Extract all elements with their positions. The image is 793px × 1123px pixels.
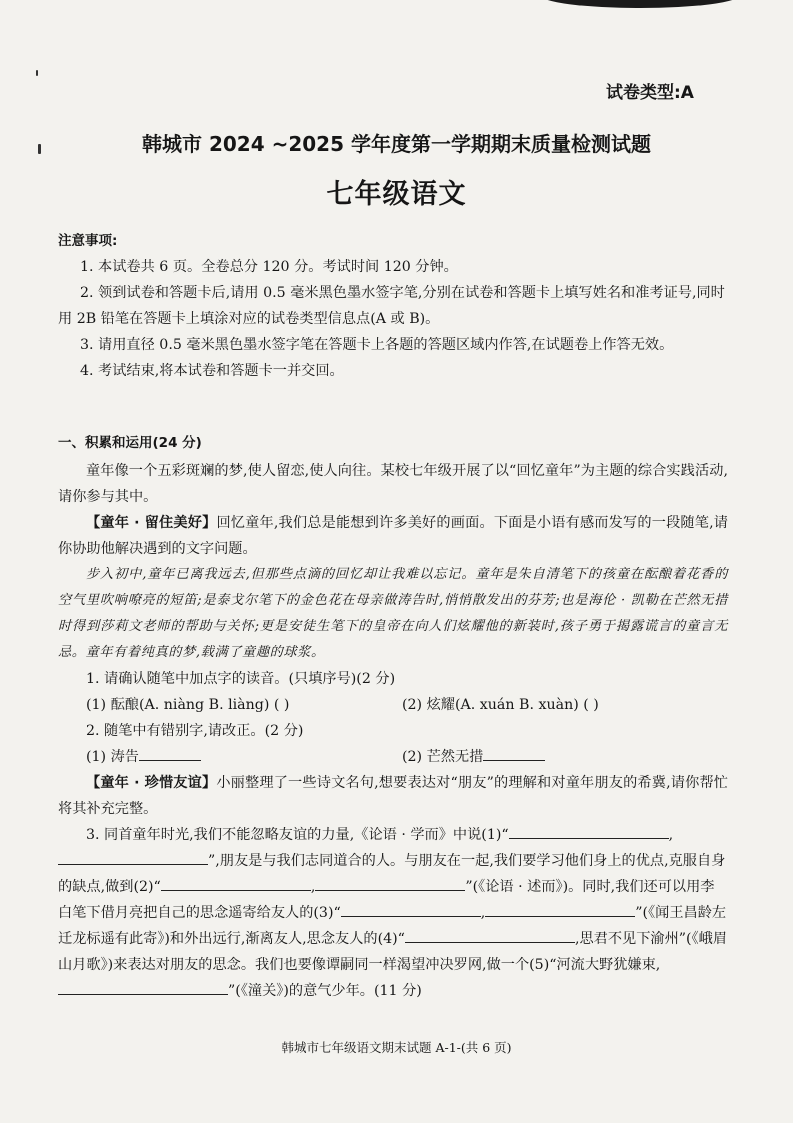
note-item: 2. 领到试卷和答题卡后,请用 0.5 毫米黑色墨水签字笔,分别在试卷和答题卡上填写姓名和准考证号,同时用 2B 铅笔在答题卡上填涂对应的试卷类型信息点(A 或 B)。 bbox=[58, 285, 725, 327]
part2-heading: 【童年 · 珍惜友谊】 bbox=[86, 775, 217, 791]
q2-item-1-text: (1) 涛告 bbox=[86, 749, 139, 765]
q1-option-2: (2) 炫耀(A. xuán B. xuàn) ( ) bbox=[402, 697, 599, 713]
answer-blank[interactable] bbox=[341, 900, 481, 917]
q3-text: ”(《闻王昌龄左迁龙标遥有此寄》)和外出远行,渐离友人,思念友人的(4)“ bbox=[58, 905, 727, 947]
part1-text: 回忆童年,我们总是能想到许多美好的画面。下面是小语有感而发写的一段随笔,请你协助他解决遇到的文字问题。 bbox=[58, 515, 728, 557]
scan-shadow bbox=[540, 0, 740, 8]
paper-type-label: 试卷类型:A bbox=[606, 83, 694, 103]
answer-blank[interactable] bbox=[485, 900, 635, 917]
answer-blank[interactable] bbox=[509, 822, 669, 839]
q3-text: ”(《论语 · 述而》)。同时,我们还可以用李白笔下借月亮把自己的思念遥寄给友人的(3)“ bbox=[58, 879, 715, 921]
q1-option-1: (1) 酝酿(A. niàng B. liàng) ( ) bbox=[86, 697, 290, 713]
q3-text: , bbox=[310, 879, 316, 895]
note-item: 3. 请用直径 0.5 毫米黑色墨水签字笔在答题卡上各题的答题区域内作答,在试题卷上作答无效。 bbox=[80, 337, 674, 353]
note-item: 1. 本试卷共 6 页。全卷总分 120 分。考试时间 120 分钟。 bbox=[80, 259, 458, 275]
part2-paragraph bbox=[58, 770, 728, 822]
section-intro: 童年像一个五彩斑斓的梦,使人留恋,使人向往。某校七年级开展了以“回忆童年”为主题的综合实践活动,请你参与其中。 bbox=[58, 463, 728, 505]
q3-text: 3. 同首童年时光,我们不能忽略友谊的力量,《论语 · 学而》中说(1)“ bbox=[86, 827, 509, 843]
answer-blank[interactable] bbox=[161, 874, 311, 891]
q3-text: ”,朋友是与我们志同道合的人。与朋友在一起,我们要学习他们身上的优点,克服自身的缺点,做到(2)“ bbox=[58, 853, 726, 895]
notes-title: 注意事项: bbox=[58, 233, 118, 249]
scan-mark bbox=[36, 70, 38, 76]
part1-paragraph bbox=[58, 510, 728, 562]
q2-item-1 bbox=[86, 744, 402, 770]
answer-blank[interactable] bbox=[315, 874, 465, 891]
answer-blank[interactable] bbox=[139, 744, 201, 761]
q2-item-2 bbox=[402, 744, 545, 770]
essay-passage: 步入初中,童年已离我远去,但那些点滴的回忆却让我难以忘记。童年是朱自清笔下的孩童在酝酿着花香的空气里吹响嘹亮的短笛;是泰戈尔笔下的金色花在母亲做涛告时,悄悄散发出的芬芳;也是海伦 · 凯勒在芒然无措时得到莎莉文老师的帮助与关怀;更是安徒生笔下的皇帝在向人们炫耀他的新装时,孩子勇于揭露谎言的童言无忌。童年有着纯真的梦,载满了童趣的球浆。 bbox=[58, 567, 728, 660]
question-2-items bbox=[58, 744, 728, 770]
note-item: 4. 考试结束,将本试卷和答题卡一并交回。 bbox=[80, 363, 344, 379]
answer-blank[interactable] bbox=[58, 978, 228, 995]
section-accumulation bbox=[58, 430, 728, 1004]
exam-title: 韩城市 2024 ~2025 学年度第一学期期末质量检测试题 bbox=[142, 132, 651, 156]
q3-text: ”(《潼关》)的意气少年。(11 分) bbox=[228, 983, 422, 999]
answer-blank[interactable] bbox=[58, 848, 208, 865]
q2-item-2-text: (2) 芒然无措 bbox=[402, 749, 484, 765]
answer-blank[interactable] bbox=[483, 744, 545, 761]
question-2: 2. 随笔中有错别字,请改正。(2 分) bbox=[86, 723, 304, 739]
question-1-options bbox=[58, 692, 728, 718]
page-footer: 韩城市七年级语文期末试题 A-1-(共 6 页) bbox=[281, 1040, 512, 1055]
answer-blank[interactable] bbox=[405, 926, 575, 943]
q3-text: , bbox=[668, 827, 674, 843]
q3-text: , bbox=[480, 905, 486, 921]
q3-text: ,思君不见下渝州”(《峨眉山月歌》)来表达对朋友的思念。我们也要像谭嗣同一样渴望冲决罗网,做一个(5)“河流大野犹嫌束, bbox=[58, 931, 728, 973]
part2-text: 小丽整理了一些诗文名句,想要表达对“朋友”的理解和对童年朋友的希冀,请你帮忙将其补充完整。 bbox=[58, 775, 728, 817]
section-title: 一、积累和运用(24 分) bbox=[58, 435, 202, 451]
question-1: 1. 请确认随笔中加点字的读音。(只填序号)(2 分) bbox=[86, 671, 396, 687]
exam-subject: 七年级语文 bbox=[326, 179, 467, 210]
question-3 bbox=[58, 822, 728, 1004]
notes-section bbox=[58, 228, 728, 384]
part1-heading: 【童年 · 留住美好】 bbox=[86, 515, 217, 531]
